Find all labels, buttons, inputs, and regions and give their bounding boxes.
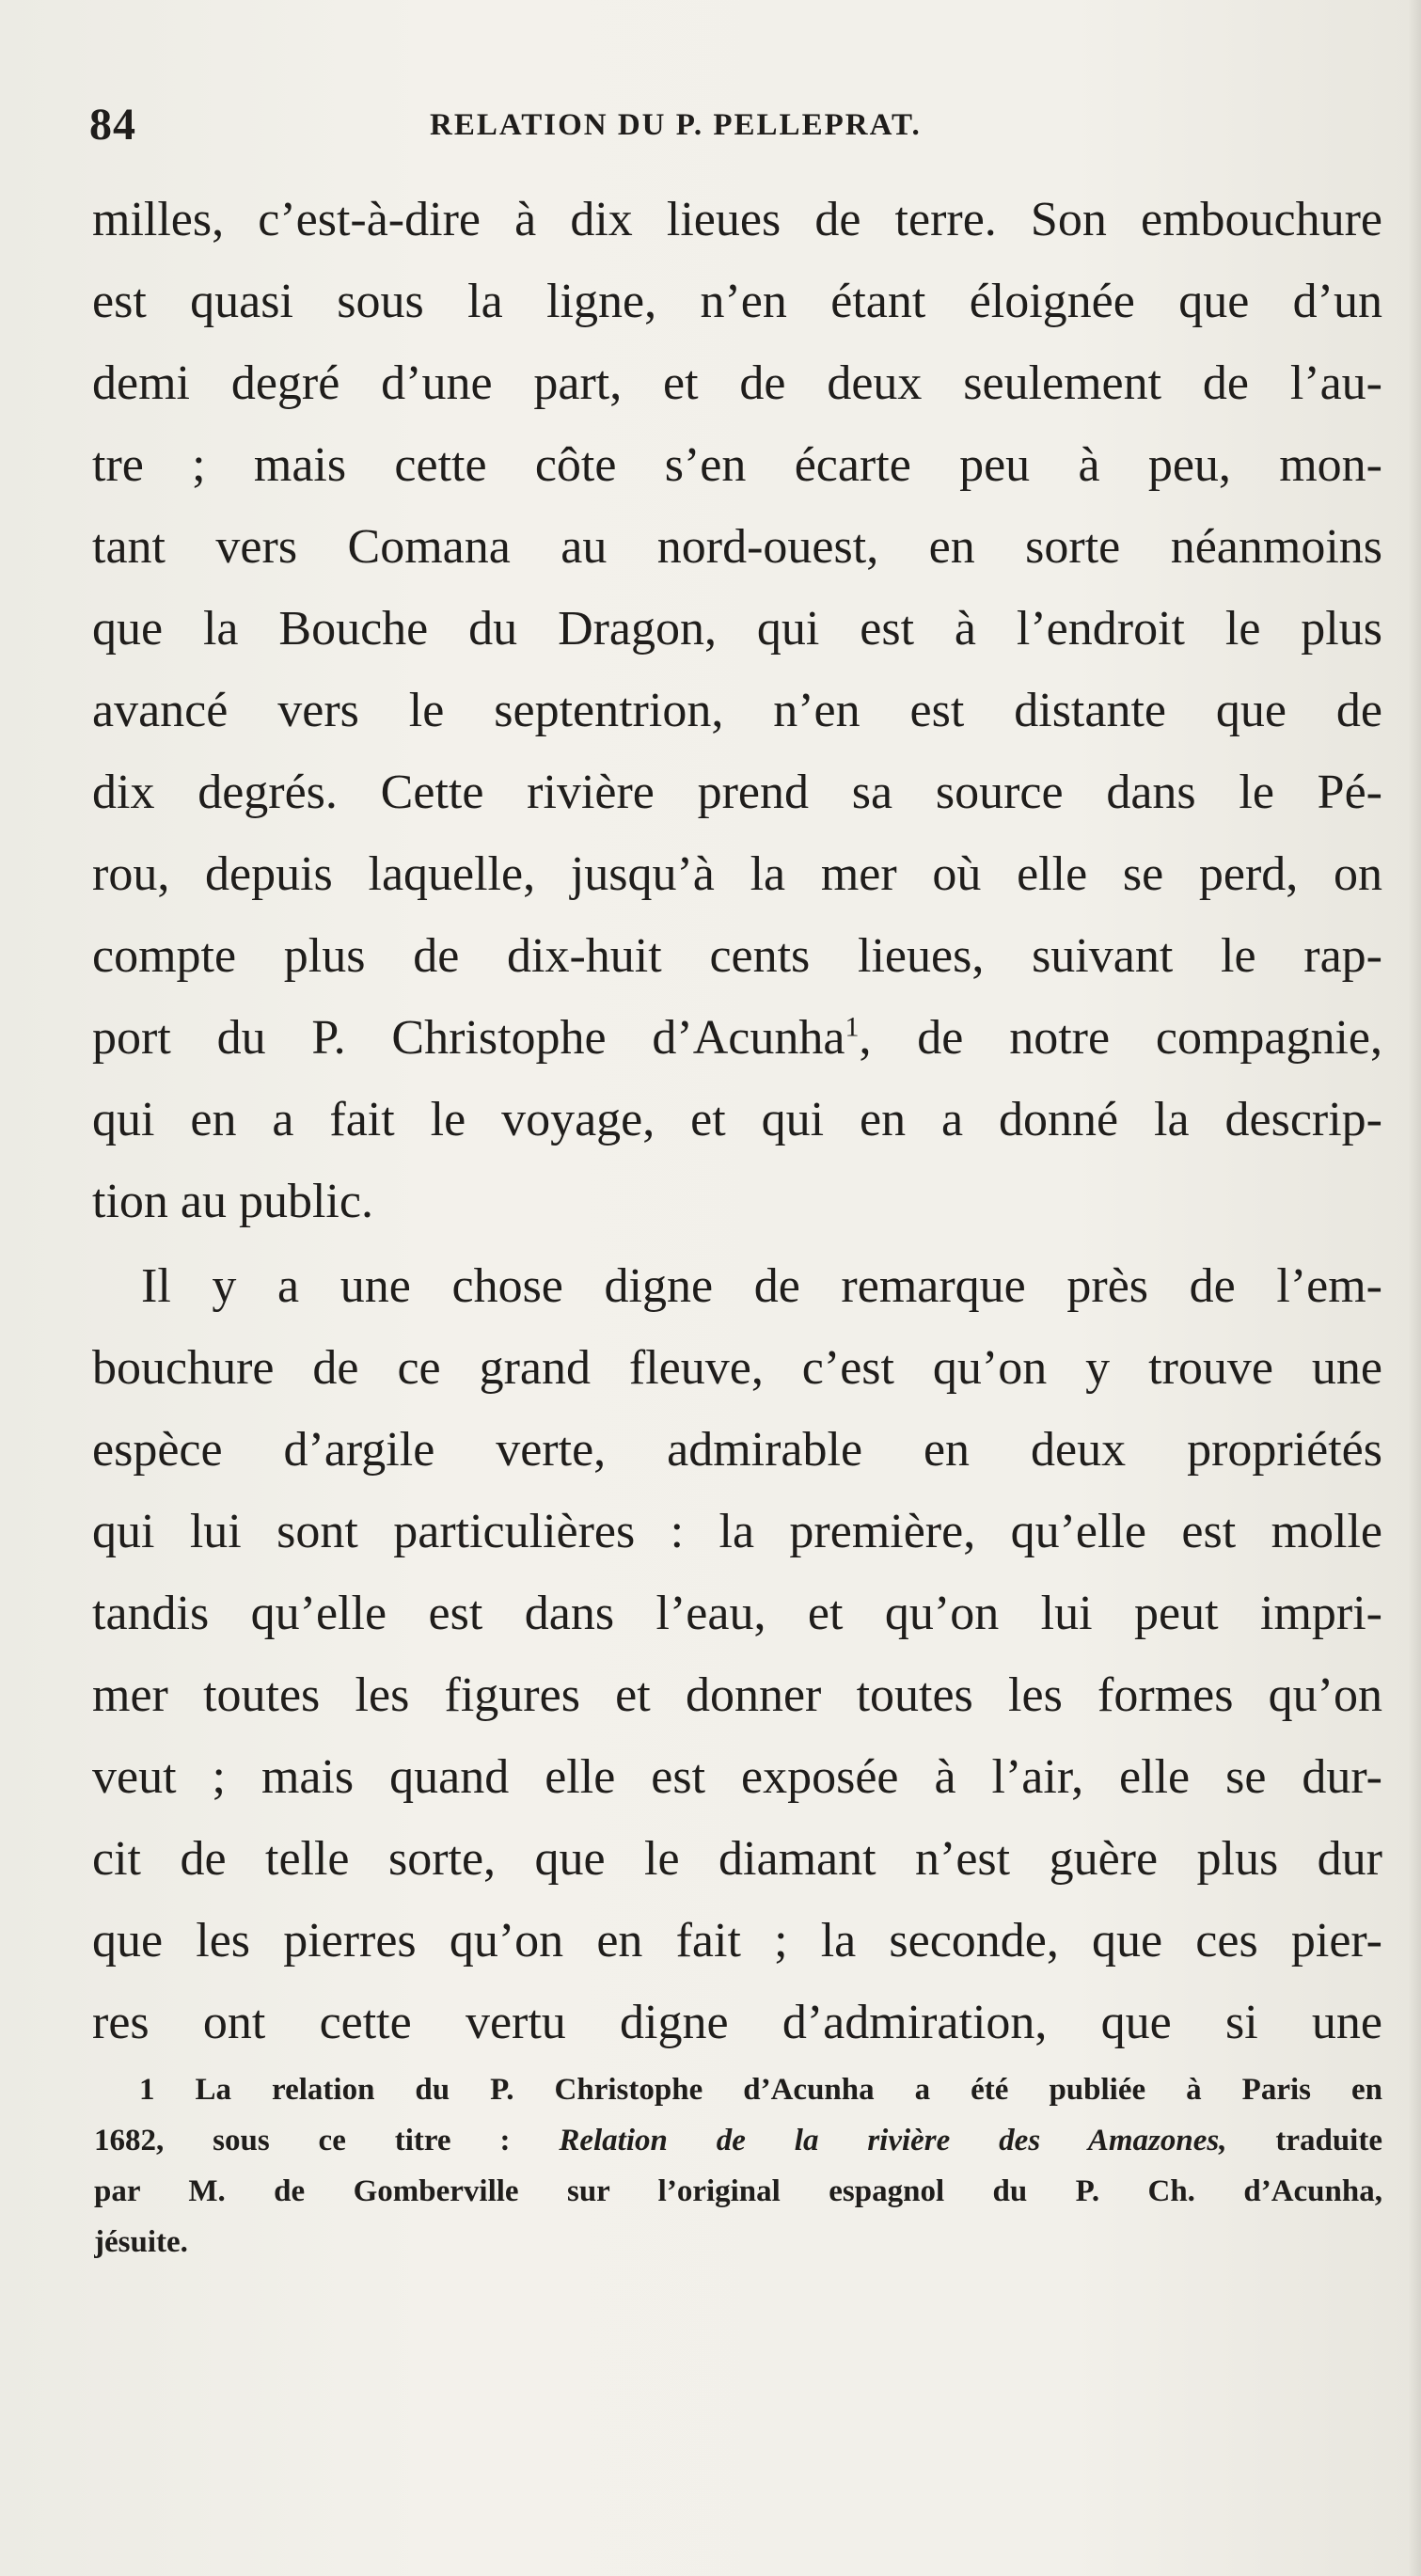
text-line: avancé vers le septentrion, n’en est distante que de <box>92 684 1382 737</box>
footnote-line: par M. de Gomberville sur l’original espagnol du P. Ch. d’Acunha, <box>94 2174 1382 2208</box>
text-line: dix degrés. Cette rivière prend sa source dans le Pé- <box>92 766 1382 819</box>
text-line-with-footnote <box>92 997 1382 1079</box>
text-line: demi degré d’une part, et de deux seulement de l’au- <box>92 356 1382 410</box>
text-line: rou, depuis laquelle, jusqu’à la mer où elle se perd, on <box>92 847 1382 901</box>
text-line: bouchure de ce grand fleuve, c’est qu’on y trouve une <box>92 1341 1382 1395</box>
running-head: RELATION DU P. PELLEPRAT. <box>430 108 922 142</box>
text-line: que les pierres qu’on en fait ; la seconde, que ces pier- <box>92 1914 1382 1968</box>
page-header <box>89 99 1368 155</box>
footnote-line: jésuite. <box>94 2225 188 2259</box>
text-segment: , de notre compagnie, <box>859 1011 1382 1065</box>
text-line: tre ; mais cette côte s’en écarte peu à peu, mon- <box>92 438 1382 492</box>
text-line: tandis qu’elle est dans l’eau, et qu’on lui peut impri- <box>92 1587 1382 1640</box>
footnote-line <box>94 2115 1382 2166</box>
text-line: milles, c’est-à-dire à dix lieues de terre. Son embouchure <box>92 193 1382 246</box>
text-line: tion au public. <box>92 1175 373 1228</box>
text-line: tant vers Comana au nord-ouest, en sorte néanmoins <box>92 520 1382 574</box>
footnote-marker: 1 <box>845 1011 860 1043</box>
text-line: qui lui sont particulières : la première, qu’elle est molle <box>92 1505 1382 1558</box>
page-number: 84 <box>89 100 136 150</box>
text-line: cit de telle sorte, que le diamant n’est guère plus dur <box>92 1832 1382 1886</box>
footnote-text: La relation du P. Christophe d’Acunha a été publiée à Paris en <box>195 2073 1382 2107</box>
footnote-line <box>94 2064 1382 2115</box>
footnote-text: traduite <box>1226 2124 1382 2157</box>
text-line: Il y a une chose digne de remarque près de l’em- <box>141 1259 1382 1313</box>
text-line: qui en a fait le voyage, et qui en a donné la descrip- <box>92 1093 1382 1146</box>
footnote-italic-title: Relation de la rivière des Amazones, <box>559 2124 1227 2157</box>
footnote <box>94 2064 1382 2268</box>
text-line: res ont cette vertu digne d’admiration, que si une <box>92 1996 1382 2049</box>
text-segment: port du P. Christophe d’Acunha <box>92 1011 845 1065</box>
text-line: compte plus de dix-huit cents lieues, suivant le rap- <box>92 929 1382 983</box>
text-line: mer toutes les figures et donner toutes les formes qu’on <box>92 1668 1382 1722</box>
footnote-text: 1682, sous ce titre : <box>94 2124 560 2157</box>
text-line: espèce d’argile verte, admirable en deux propriétés <box>92 1423 1382 1477</box>
page-edge-shadow <box>1408 0 1421 2576</box>
text-line: que la Bouche du Dragon, qui est à l’endroit le plus <box>92 602 1382 656</box>
text-line: veut ; mais quand elle est exposée à l’air, elle se dur- <box>92 1750 1382 1804</box>
footnote-number: 1 <box>139 2073 155 2107</box>
body-text <box>92 179 1382 2063</box>
text-line: est quasi sous la ligne, n’en étant éloignée que d’un <box>92 275 1382 328</box>
